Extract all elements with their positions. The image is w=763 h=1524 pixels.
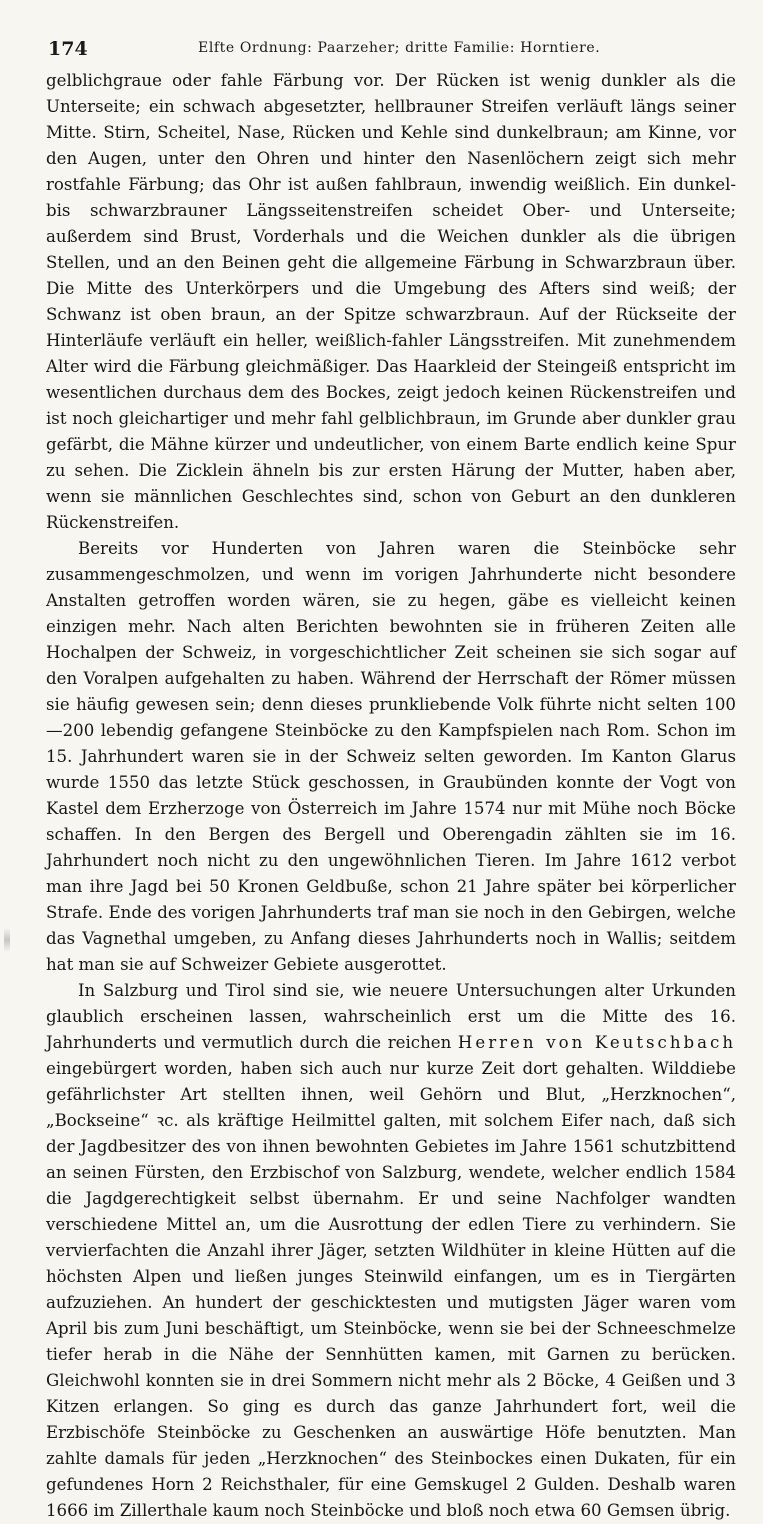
paragraph-3 <box>46 978 736 1524</box>
page-header <box>48 38 734 66</box>
page-number: 174 <box>48 38 88 60</box>
paragraph-1: gelblichgraue oder fahle Färbung vor. Der Rücken ist wenig dunkler als die Unterseite; ein schwach abgesetzter, hellbrauner Streifen verläuft längs seiner Mitte. Stirn, Scheitel, Nase, Rücken und Kehle sind dunkelbraun; am Kinne, vor den Augen, unter den Ohren und hinter den Nasenlöchern zeigt sich mehr rostfahle Färbung; das Ohr ist außen fahlbraun, inwendig weißlich. Ein dunkel- bis schwarzbrauner Längsseitenstreifen scheidet Ober- und Unterseite; außerdem sind Brust, Vorderhals und die Weichen dunkler als die übrigen Stellen, und an den Beinen geht die allgemeine Färbung in Schwarzbraun über. Die Mitte des Unterkörpers und die Umgebung des Afters sind weiß; der Schwanz ist oben braun, an der Spitze schwarzbraun. Auf der Rückseite der Hinterläufe verläuft ein heller, weißlich-fahler Längsstreifen. Mit zunehmendem Alter wird die Färbung gleichmäßiger. Das Haarkleid der Steingeiß entspricht im wesentlichen durchaus dem des Bockes, zeigt jedoch keinen Rückenstreifen und ist noch gleichartiger und mehr fahl gelblichbraun, im Grunde aber dunkler grau gefärbt, die Mähne kürzer und undeutlicher, von einem Barte endlich keine Spur zu sehen. Die Zicklein ähneln bis zur ersten Härung der Mutter, haben aber, wenn sie männlichen Geschlechtes sind, schon von Geburt an den dunkleren Rückenstreifen. <box>46 71 736 532</box>
running-head: Elfte Ordnung: Paarzeher; dritte Familie: Horntiere. <box>198 40 601 56</box>
paragraph-3-spaced-name: Herren von Keutschbach <box>457 1033 736 1052</box>
body-text <box>46 68 736 1524</box>
paragraph-3-text-after: eingebürgert worden, haben sich auch nur kurze Zeit dort gehalten. Wilddiebe gefährlichster Art stellten ihnen, weil Gehörn und Blut, „Herzknochen“, „Bockseine“ ꝛc. als kräftige Heilmittel galten, mit solchem Eifer nach, daß sich der Jagdbesitzer des von ihnen bewohnten Gebietes im Jahre 1561 schutzbittend an seinen Fürsten, den Erzbischof von Salzburg, wendete, welcher endlich 1584 die Jagdgerechtigkeit selbst übernahm. Er und seine Nachfolger wandten verschiedene Mittel an, um die Ausrottung der edlen Tiere zu verhindern. Sie vervierfachten die Anzahl ihrer Jäger, setzten Wildhüter in kleine Hütten auf die höchsten Alpen und ließen junges Steinwild einfangen, um es in Tiergärten aufzuziehen. An hundert der geschicktesten und mutigsten Jäger waren vom April bis zum Juni beschäftigt, um Steinböcke, wenn sie bei der Schneeschmelze tiefer herab in die Nähe der Sennhütten kamen, mit Garnen zu berücken. Gleichwohl konnten sie in drei Sommern nicht mehr als 2 Böcke, 4 Geißen und 3 Kitzen erlangen. So ging es durch das ganze Jahrhundert fort, weil die Erzbischöfe Steinböcke zu Geschenken an auswärtige Höfe benutzten. Man zahlte damals für jeden „Herzknochen“ des Steinbockes einen Dukaten, für ein gefundenes Horn 2 Reichsthaler, für eine Gemskugel 2 Gulden. Deshalb waren 1666 im Zillerthale kaum noch Steinböcke und bloß noch etwa 60 Gemsen übrig. <box>46 1059 736 1520</box>
paragraph-3-text-before: In Salzburg und Tirol sind sie, wie neuere Untersuchungen alter Urkunden glaublich erscheinen lassen, wahrscheinlich erst um die Mitte des 16. Jahrhunderts und vermutlich durch die reichen <box>46 981 736 1052</box>
paragraph-2: Bereits vor Hunderten von Jahren waren die Steinböcke sehr zusammengeschmolzen, und wenn im vorigen Jahrhunderte nicht besondere Anstalten getroffen worden wären, sie zu hegen, gäbe es vielleicht keinen einzigen mehr. Nach alten Berichten bewohnten sie in früheren Zeiten alle Hochalpen der Schweiz, in vorgeschichtlicher Zeit scheinen sie sich sogar auf den Voralpen aufgehalten zu haben. Während der Herrschaft der Römer müssen sie häufig gewesen sein; denn dieses prunkliebende Volk führte nicht selten 100—200 lebendig gefangene Steinböcke zu den Kampfspielen nach Rom. Schon im 15. Jahrhundert waren sie in der Schweiz selten geworden. Im Kanton Glarus wurde 1550 das letzte Stück geschossen, in Graubünden konnte der Vogt von Kastel dem Erzherzoge von Österreich im Jahre 1574 nur mit Mühe noch Böcke schaffen. In den Bergen des Bergell und Oberengadin zählten sie im 16. Jahrhundert noch nicht zu den ungewöhnlichen Tieren. Im Jahre 1612 verbot man ihre Jagd bei 50 Kronen Geldbuße, schon 21 Jahre später bei körperlicher Strafe. Ende des vorigen Jahrhunderts traf man sie noch in den Gebirgen, welche das Vagnethal umgeben, zu Anfang dieses Jahrhunderts noch in Wallis; seitdem hat man sie auf Schweizer Gebiete ausgerottet. <box>46 539 736 974</box>
scan-margin-mark <box>4 928 10 952</box>
